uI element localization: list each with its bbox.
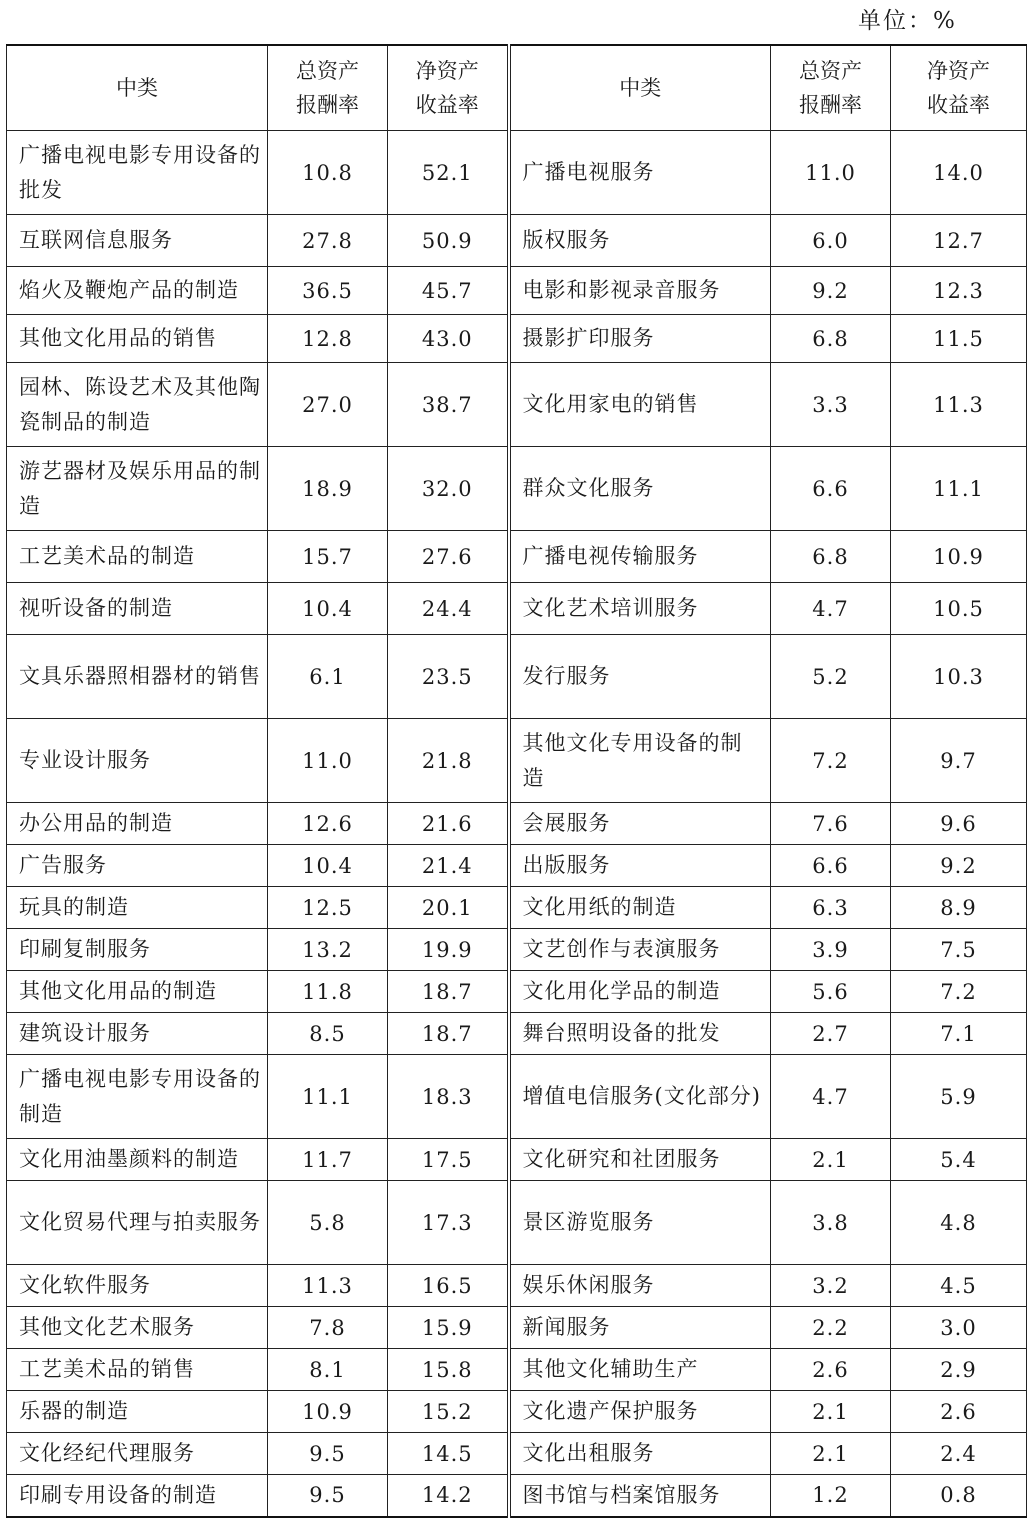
category-name-cell: 玩具的制造 <box>7 887 268 929</box>
category-name-cell: 文化软件服务 <box>7 1265 268 1307</box>
header-roa-right <box>771 45 891 131</box>
header-roa-line1: 总资产 <box>296 59 359 83</box>
roe-value-cell: 14.2 <box>388 1475 509 1517</box>
roe-value-cell: 38.7 <box>388 363 509 447</box>
category-name-cell: 群众文化服务 <box>509 447 771 531</box>
category-name-cell: 视听设备的制造 <box>7 583 268 635</box>
roa-value-cell: 4.7 <box>771 583 891 635</box>
table-row <box>7 635 1027 719</box>
roa-value-cell: 15.7 <box>268 531 388 583</box>
roe-value-cell: 17.3 <box>388 1181 509 1265</box>
category-name-cell: 其他文化艺术服务 <box>7 1307 268 1349</box>
roa-value-cell: 13.2 <box>268 929 388 971</box>
category-name-cell: 版权服务 <box>509 215 771 267</box>
table-row <box>7 971 1027 1013</box>
roe-value-cell: 7.1 <box>891 1013 1027 1055</box>
category-name-cell: 工艺美术品的销售 <box>7 1349 268 1391</box>
roa-value-cell: 11.0 <box>268 719 388 803</box>
roa-value-cell: 2.6 <box>771 1349 891 1391</box>
category-name-cell: 乐器的制造 <box>7 1391 268 1433</box>
category-name-cell: 广播电视电影专用设备的制造 <box>7 1055 268 1139</box>
category-name-cell: 新闻服务 <box>509 1307 771 1349</box>
roa-value-cell: 2.1 <box>771 1139 891 1181</box>
table-row <box>7 929 1027 971</box>
category-name-cell: 游艺器材及娱乐用品的制造 <box>7 447 268 531</box>
category-name-cell: 摄影扩印服务 <box>509 315 771 363</box>
roe-value-cell: 11.3 <box>891 363 1027 447</box>
table-row <box>7 267 1027 315</box>
roa-value-cell: 6.8 <box>771 315 891 363</box>
roe-value-cell: 10.5 <box>891 583 1027 635</box>
category-name-cell: 建筑设计服务 <box>7 1013 268 1055</box>
roe-value-cell: 11.1 <box>891 447 1027 531</box>
table-row <box>7 363 1027 447</box>
roa-value-cell: 3.9 <box>771 929 891 971</box>
roe-value-cell: 19.9 <box>388 929 509 971</box>
roa-value-cell: 11.1 <box>268 1055 388 1139</box>
roa-value-cell: 11.7 <box>268 1139 388 1181</box>
roa-value-cell: 9.5 <box>268 1475 388 1517</box>
unit-label: 单位：% <box>858 8 957 34</box>
category-name-cell: 其他文化用品的销售 <box>7 315 268 363</box>
roa-value-cell: 27.8 <box>268 215 388 267</box>
table-row <box>7 845 1027 887</box>
roa-value-cell: 12.8 <box>268 315 388 363</box>
roe-value-cell: 5.4 <box>891 1139 1027 1181</box>
roe-value-cell: 21.8 <box>388 719 509 803</box>
roe-value-cell: 7.2 <box>891 971 1027 1013</box>
roe-value-cell: 10.9 <box>891 531 1027 583</box>
table-body <box>7 131 1027 1517</box>
roa-value-cell: 18.9 <box>268 447 388 531</box>
table-row <box>7 887 1027 929</box>
roa-value-cell: 10.9 <box>268 1391 388 1433</box>
roa-value-cell: 6.0 <box>771 215 891 267</box>
category-name-cell: 文具乐器照相器材的销售 <box>7 635 268 719</box>
table-row <box>7 1433 1027 1475</box>
roa-value-cell: 5.2 <box>771 635 891 719</box>
table-row <box>7 719 1027 803</box>
roe-value-cell: 27.6 <box>388 531 509 583</box>
table-row <box>7 1181 1027 1265</box>
header-roe-line2: 收益率 <box>415 93 479 117</box>
roe-value-cell: 2.9 <box>891 1349 1027 1391</box>
table-row <box>7 1055 1027 1139</box>
roe-value-cell: 9.2 <box>891 845 1027 887</box>
roe-value-cell: 21.6 <box>388 803 509 845</box>
category-name-cell: 印刷专用设备的制造 <box>7 1475 268 1517</box>
roa-value-cell: 10.4 <box>268 845 388 887</box>
roe-value-cell: 2.4 <box>891 1433 1027 1475</box>
roa-value-cell: 11.0 <box>771 131 891 215</box>
roa-value-cell: 6.6 <box>771 447 891 531</box>
roa-value-cell: 7.2 <box>771 719 891 803</box>
roe-value-cell: 24.4 <box>388 583 509 635</box>
return-rate-table <box>6 44 1027 1518</box>
table-row <box>7 531 1027 583</box>
roe-value-cell: 45.7 <box>388 267 509 315</box>
roa-value-cell: 5.8 <box>268 1181 388 1265</box>
roe-value-cell: 43.0 <box>388 315 509 363</box>
table-row <box>7 583 1027 635</box>
roa-value-cell: 2.7 <box>771 1013 891 1055</box>
header-roa-line1: 总资产 <box>799 59 862 83</box>
category-name-cell: 办公用品的制造 <box>7 803 268 845</box>
category-name-cell: 文化遗产保护服务 <box>509 1391 771 1433</box>
roe-value-cell: 9.6 <box>891 803 1027 845</box>
category-name-cell: 焰火及鞭炮产品的制造 <box>7 267 268 315</box>
category-name-cell: 园林、陈设艺术及其他陶瓷制品的制造 <box>7 363 268 447</box>
table-row <box>7 131 1027 215</box>
roe-value-cell: 16.5 <box>388 1265 509 1307</box>
roe-value-cell: 21.4 <box>388 845 509 887</box>
table-row <box>7 1349 1027 1391</box>
roe-value-cell: 3.0 <box>891 1307 1027 1349</box>
roe-value-cell: 8.9 <box>891 887 1027 929</box>
roe-value-cell: 11.5 <box>891 315 1027 363</box>
category-name-cell: 发行服务 <box>509 635 771 719</box>
category-name-cell: 工艺美术品的制造 <box>7 531 268 583</box>
header-roe-left <box>388 45 509 131</box>
roa-value-cell: 7.8 <box>268 1307 388 1349</box>
roa-value-cell: 6.6 <box>771 845 891 887</box>
roe-value-cell: 32.0 <box>388 447 509 531</box>
roa-value-cell: 3.3 <box>771 363 891 447</box>
category-name-cell: 其他文化辅助生产 <box>509 1349 771 1391</box>
roa-value-cell: 6.3 <box>771 887 891 929</box>
category-name-cell: 文化经纪代理服务 <box>7 1433 268 1475</box>
category-name-cell: 出版服务 <box>509 845 771 887</box>
roe-value-cell: 14.5 <box>388 1433 509 1475</box>
category-name-cell: 广播电视电影专用设备的批发 <box>7 131 268 215</box>
roe-value-cell: 15.8 <box>388 1349 509 1391</box>
table-row <box>7 1139 1027 1181</box>
header-roa-line2: 报酬率 <box>799 93 862 117</box>
roa-value-cell: 9.5 <box>268 1433 388 1475</box>
category-name-cell: 广播电视传输服务 <box>509 531 771 583</box>
category-name-cell: 互联网信息服务 <box>7 215 268 267</box>
category-name-cell: 图书馆与档案馆服务 <box>509 1475 771 1517</box>
category-name-cell: 文化艺术培训服务 <box>509 583 771 635</box>
category-name-cell: 其他文化用品的制造 <box>7 971 268 1013</box>
header-roe-line1: 净资产 <box>415 59 479 83</box>
roa-value-cell: 5.6 <box>771 971 891 1013</box>
header-roe-right <box>891 45 1027 131</box>
roe-value-cell: 18.7 <box>388 971 509 1013</box>
roe-value-cell: 5.9 <box>891 1055 1027 1139</box>
category-name-cell: 文化用家电的销售 <box>509 363 771 447</box>
category-name-cell: 娱乐休闲服务 <box>509 1265 771 1307</box>
roe-value-cell: 14.0 <box>891 131 1027 215</box>
header-roa-line2: 报酬率 <box>296 93 359 117</box>
header-category-left: 中类 <box>7 45 268 131</box>
category-name-cell: 增值电信服务(文化部分) <box>509 1055 771 1139</box>
category-name-cell: 文化用纸的制造 <box>509 887 771 929</box>
roa-value-cell: 3.8 <box>771 1181 891 1265</box>
header-roa-left <box>268 45 388 131</box>
category-name-cell: 印刷复制服务 <box>7 929 268 971</box>
roe-value-cell: 0.8 <box>891 1475 1027 1517</box>
roe-value-cell: 4.5 <box>891 1265 1027 1307</box>
roe-value-cell: 2.6 <box>891 1391 1027 1433</box>
table-row <box>7 1475 1027 1517</box>
table-row <box>7 1265 1027 1307</box>
category-name-cell: 广告服务 <box>7 845 268 887</box>
table-row <box>7 1307 1027 1349</box>
roa-value-cell: 11.8 <box>268 971 388 1013</box>
table-row <box>7 803 1027 845</box>
roe-value-cell: 52.1 <box>388 131 509 215</box>
roa-value-cell: 4.7 <box>771 1055 891 1139</box>
header-roe-line2: 收益率 <box>927 93 990 117</box>
category-name-cell: 文化研究和社团服务 <box>509 1139 771 1181</box>
roa-value-cell: 12.5 <box>268 887 388 929</box>
roe-value-cell: 12.3 <box>891 267 1027 315</box>
roe-value-cell: 7.5 <box>891 929 1027 971</box>
category-name-cell: 文化贸易代理与拍卖服务 <box>7 1181 268 1265</box>
roa-value-cell: 2.2 <box>771 1307 891 1349</box>
roa-value-cell: 1.2 <box>771 1475 891 1517</box>
roa-value-cell: 9.2 <box>771 267 891 315</box>
category-name-cell: 景区游览服务 <box>509 1181 771 1265</box>
roa-value-cell: 8.1 <box>268 1349 388 1391</box>
roa-value-cell: 10.4 <box>268 583 388 635</box>
roe-value-cell: 20.1 <box>388 887 509 929</box>
roe-value-cell: 9.7 <box>891 719 1027 803</box>
table-row <box>7 447 1027 531</box>
roa-value-cell: 2.1 <box>771 1433 891 1475</box>
category-name-cell: 专业设计服务 <box>7 719 268 803</box>
roa-value-cell: 6.1 <box>268 635 388 719</box>
roe-value-cell: 10.3 <box>891 635 1027 719</box>
table-row <box>7 215 1027 267</box>
roa-value-cell: 27.0 <box>268 363 388 447</box>
roa-value-cell: 2.1 <box>771 1391 891 1433</box>
roa-value-cell: 12.6 <box>268 803 388 845</box>
header-category-right: 中类 <box>509 45 771 131</box>
header-roe-line1: 净资产 <box>927 59 990 83</box>
roe-value-cell: 12.7 <box>891 215 1027 267</box>
table-row <box>7 1391 1027 1433</box>
roa-value-cell: 11.3 <box>268 1265 388 1307</box>
category-name-cell: 会展服务 <box>509 803 771 845</box>
category-name-cell: 电影和影视录音服务 <box>509 267 771 315</box>
roa-value-cell: 36.5 <box>268 267 388 315</box>
roa-value-cell: 7.6 <box>771 803 891 845</box>
roa-value-cell: 3.2 <box>771 1265 891 1307</box>
roe-value-cell: 50.9 <box>388 215 509 267</box>
category-name-cell: 文化用化学品的制造 <box>509 971 771 1013</box>
category-name-cell: 舞台照明设备的批发 <box>509 1013 771 1055</box>
roe-value-cell: 15.2 <box>388 1391 509 1433</box>
roe-value-cell: 23.5 <box>388 635 509 719</box>
category-name-cell: 文化出租服务 <box>509 1433 771 1475</box>
category-name-cell: 文化用油墨颜料的制造 <box>7 1139 268 1181</box>
table-header-row <box>7 45 1027 131</box>
category-name-cell: 文艺创作与表演服务 <box>509 929 771 971</box>
roa-value-cell: 8.5 <box>268 1013 388 1055</box>
roe-value-cell: 18.3 <box>388 1055 509 1139</box>
roe-value-cell: 18.7 <box>388 1013 509 1055</box>
roe-value-cell: 15.9 <box>388 1307 509 1349</box>
roa-value-cell: 10.8 <box>268 131 388 215</box>
category-name-cell: 其他文化专用设备的制造 <box>509 719 771 803</box>
table-row <box>7 315 1027 363</box>
roe-value-cell: 4.8 <box>891 1181 1027 1265</box>
table-row <box>7 1013 1027 1055</box>
category-name-cell: 广播电视服务 <box>509 131 771 215</box>
roa-value-cell: 6.8 <box>771 531 891 583</box>
roe-value-cell: 17.5 <box>388 1139 509 1181</box>
